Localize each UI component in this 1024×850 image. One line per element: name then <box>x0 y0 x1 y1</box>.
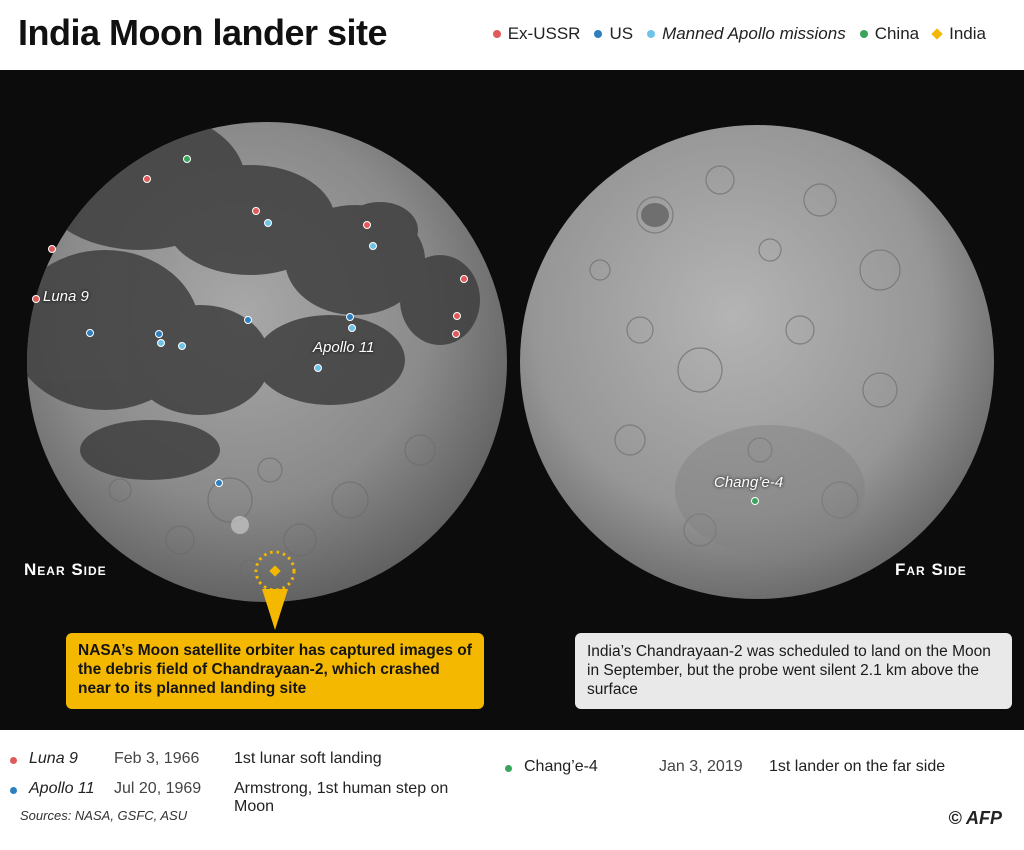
chandrayaan-callout: India’s Chandrayaan-2 was scheduled to land on the Moon in September, but the probe went silent 2.1 km above the surface <box>575 633 1012 709</box>
legend-label: US <box>609 24 634 43</box>
sources-note: Sources: NASA, GSFC, ASU <box>20 808 188 823</box>
mission-name: Chang’e-4 <box>524 758 598 775</box>
site-us <box>87 330 94 337</box>
site-us <box>245 317 252 324</box>
table-row <box>10 750 464 768</box>
mission-name: Apollo 11 <box>29 780 95 797</box>
mission-date: Jan 3, 2019 <box>659 758 743 775</box>
far-side-label: Far Side <box>895 560 967 579</box>
table-dot-blue <box>10 787 17 794</box>
site-ussr <box>144 176 151 183</box>
change4-label: Chang’e-4 <box>714 474 784 491</box>
legend-label: Manned Apollo missions <box>662 24 846 43</box>
site-ussr <box>461 276 468 283</box>
site-ussr <box>453 331 460 338</box>
mission-table <box>0 730 1024 850</box>
legend-apollo <box>647 24 846 44</box>
legend <box>479 24 986 44</box>
table-row <box>505 758 999 776</box>
site-apollo <box>179 343 186 350</box>
site-apollo <box>158 340 165 347</box>
legend-dot-blue <box>594 30 602 38</box>
site-apollo <box>349 325 356 332</box>
site-luna9 <box>33 296 40 303</box>
legend-label: India <box>949 24 986 43</box>
table-dot-red <box>10 757 17 764</box>
legend-china <box>860 24 919 44</box>
far-side-moon <box>520 125 994 599</box>
mission-desc: 1st lunar soft landing <box>234 750 382 767</box>
mission-desc: Armstrong, 1st human step on Moon <box>234 780 449 815</box>
apollo11-label: Apollo 11 <box>313 339 375 356</box>
site-change4 <box>752 498 759 505</box>
header <box>0 0 1024 70</box>
mission-date: Jul 20, 1969 <box>114 780 202 797</box>
legend-label: China <box>874 24 920 43</box>
site-ussr <box>364 222 371 229</box>
site-ussr <box>49 246 56 253</box>
table-dot-green <box>505 765 512 772</box>
site-apollo <box>370 243 377 250</box>
debris-callout: NASA’s Moon satellite orbiter has captured images of the debris field of Chandrayaan-2, which crashed near to its planned landing site <box>66 633 484 709</box>
site-us <box>216 480 223 487</box>
legend-diamond-yellow <box>931 28 942 39</box>
site-apollo <box>265 220 272 227</box>
near-side-label: Near Side <box>24 560 107 579</box>
moon-map <box>0 70 1024 730</box>
site-us <box>156 331 163 338</box>
near-side-moon <box>10 110 507 602</box>
afp-credit: © AFP <box>948 808 1002 828</box>
luna9-label: Luna 9 <box>43 288 89 305</box>
map-title: India Moon lander site <box>18 12 388 53</box>
legend-india <box>933 24 986 44</box>
site-ussr <box>253 208 260 215</box>
legend-ex-ussr <box>493 24 581 44</box>
legend-us <box>594 24 633 44</box>
mission-desc: 1st lander on the far side <box>769 758 946 775</box>
legend-dot-light-blue <box>647 30 655 38</box>
moon-panel <box>0 70 1024 730</box>
legend-label: Ex-USSR <box>507 24 581 43</box>
legend-dot-green <box>860 30 868 38</box>
site-us <box>347 314 354 321</box>
mission-date: Feb 3, 1966 <box>114 750 200 767</box>
mission-name: Luna 9 <box>29 750 78 767</box>
site-china <box>184 156 191 163</box>
site-ussr <box>454 313 461 320</box>
legend-dot-red <box>493 30 501 38</box>
site-apollo11 <box>315 365 322 372</box>
